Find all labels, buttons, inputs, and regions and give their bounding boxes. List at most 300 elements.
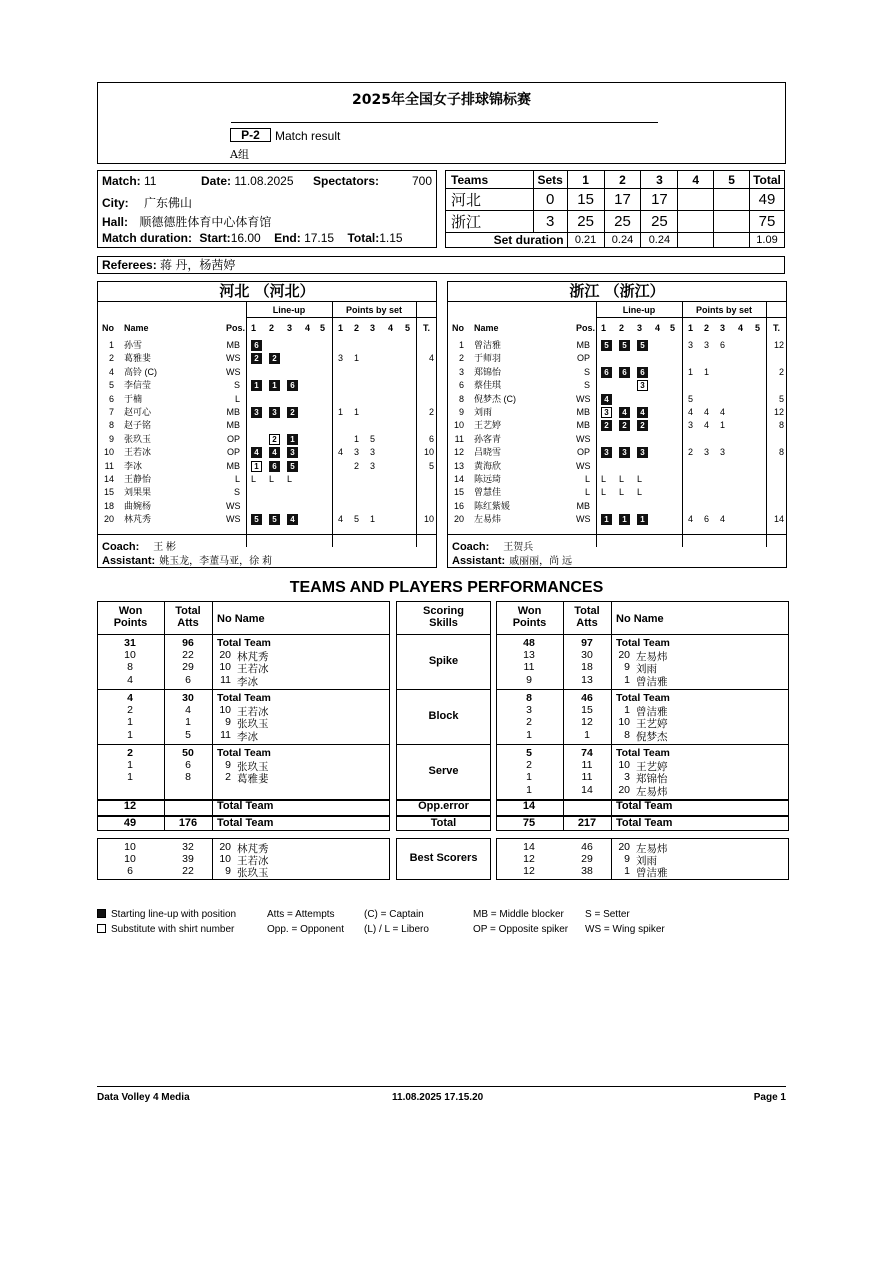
player-number: 20 [453,514,464,525]
player-row [448,393,786,406]
points-col-header: 5 [405,323,411,333]
set-points: 1 [704,366,710,377]
no-header: No [452,323,464,333]
city-value: 广东佛山 [144,196,193,210]
player-row [98,433,436,446]
lineup-cell: 5 [637,340,648,351]
team-a-lineup [97,281,437,568]
assistant-label: Assistant: [452,555,506,567]
player-total-points: 2 [428,407,434,417]
no-name-header: No Name [616,613,664,625]
player-number: 6 [458,380,464,391]
assistant [102,552,272,567]
hall-value: 顺德德胜体育中心体育馆 [139,215,272,229]
lineup-cell: 6 [269,461,280,472]
total-atts: 8 [185,771,191,784]
won-points: 9 [526,673,532,686]
total-atts: 1 [185,716,191,729]
player-row [98,379,436,392]
player-position: WS [576,393,591,404]
player-name: 李冰 [124,460,143,471]
player-name: 吕晓雪 [474,447,502,458]
player-position: WS [576,460,591,471]
player-name: 王静怡 [124,474,152,484]
player-number: 1 [108,340,114,350]
grid-line [611,601,612,799]
set2-duration: 0.24 [604,233,641,248]
lineup-col-header: 4 [305,323,311,333]
player-number: 20 [103,514,114,525]
player-position: MB [576,500,590,511]
player-total-points: 8 [778,420,784,431]
report-code: P-2 [230,128,271,142]
lineup-col-header: 1 [251,323,257,333]
assistant-names: 戚丽丽，尚 远 [509,556,572,567]
match-info [97,170,437,248]
won-points: 10 [124,853,136,866]
team-a-set2: 17 [604,189,641,211]
player-name: 左易炜 [636,651,668,664]
lineup-col-header: 2 [269,323,275,333]
lineup-col-header: 3 [637,323,643,333]
player-total-points: 6 [428,433,434,444]
total-atts: 39 [182,853,194,866]
player-number: 9 [458,407,464,417]
report-type: Match result [275,129,341,143]
scoring-skills-header: Scoring Skills [423,605,464,629]
set-points: 2 [688,447,694,458]
player-position: MB [226,460,240,471]
player-name: 倪梦杰 [636,730,668,743]
player-name: 刘雨 [636,663,657,676]
player-position: WS [226,500,241,511]
pos-header: Pos. [226,323,246,333]
grid-line [97,634,390,635]
footer-page: Page 1 [753,1092,786,1103]
hall-label: Hall: [102,215,129,229]
skill-name: Spike [428,654,459,667]
team-b-set4 [678,211,714,233]
player-position: MB [576,420,590,431]
player-name: 郑锦怡 [636,773,668,786]
lineup-cell: 2 [287,407,298,418]
player-name: 张玖玉 [124,433,152,444]
player-number: 9 [624,853,630,866]
player-name: 孙客青 [474,433,502,444]
set-points: 3 [704,447,710,458]
player-number: 10 [618,716,630,729]
player-row [98,473,436,486]
sets-table [445,170,785,248]
set-points: 1 [354,433,360,444]
team-total: Total Team [616,747,670,759]
lineup-cell: 5 [601,340,612,351]
match-label: Match: [102,174,141,188]
spectators-label: Spectators: [313,174,380,188]
team-total: Total Team [616,817,673,829]
grid-line [596,317,786,318]
set-points: 6 [704,514,710,525]
player-number: 6 [108,393,114,404]
player-position: L [584,487,590,498]
player-name: 曾洁雅 [474,340,502,350]
lineup-cell: 3 [269,407,280,418]
grid-line [97,744,390,745]
lineup-cell: 6 [287,380,298,391]
lineup-cell: 1 [601,514,612,525]
set-points: 3 [338,353,344,364]
referees-names: 蒋 丹，杨茜婷 [160,258,236,272]
player-name: 赵可心 [124,407,152,417]
grid-line [246,317,436,318]
player-name: 陈红紫媛 [474,500,511,511]
total-atts: 6 [185,673,191,686]
lineup-cell: 4 [637,407,648,418]
total-atts: 32 [182,841,194,853]
player-name: 王艺婷 [474,420,502,431]
player-position: WS [576,433,591,444]
lineup-cell: 3 [251,407,262,418]
total-label: Total [430,817,457,829]
assistant-names: 姚玉龙，李董马亚，徐 莉 [159,556,272,567]
player-number: 20 [618,841,630,853]
set1-duration: 0.21 [567,233,604,248]
player-row [448,486,786,499]
set-points: 1 [370,514,376,525]
total-atts-header: Total Atts [175,605,201,629]
points-col-header: 4 [738,323,744,333]
lineup-cell: 4 [269,447,280,458]
lineup-cell: 5 [287,461,298,472]
legend-starting [97,909,236,920]
player-position: MB [576,340,590,350]
lineup-cell: 5 [619,340,630,351]
won-points: 1 [127,728,133,741]
total-atts: 22 [182,649,194,662]
team-a-sets: 0 [533,189,567,211]
player-number: 11 [220,728,231,741]
team-total: Total Team [217,800,274,812]
team-total: Total Team [217,817,274,829]
total-atts: 1 [584,728,590,741]
referees [97,256,785,274]
player-number: 14 [453,474,464,484]
legend-opp: Opp. = Opponent [267,924,345,935]
player-name: 张玖玉 [237,867,269,880]
player-row [98,406,436,419]
player-number: 10 [219,661,231,674]
total-atts: 46 [581,841,593,853]
legend-libero: (L) / L = Libero [364,924,429,935]
grid-line [97,689,390,690]
skill-name: Block [428,709,459,722]
player-row [98,513,436,526]
total-atts: 38 [581,865,593,878]
player-number: 7 [108,407,114,417]
lineup-header: Line-up [272,305,306,315]
player-number: 10 [219,853,231,866]
total-atts: 50 [182,747,194,759]
lineup-col-header: 5 [670,323,676,333]
no-name-header: No Name [217,613,265,625]
won-points: 1 [127,759,133,772]
points-by-set-header: Points by set [695,305,752,315]
player-row [98,460,436,473]
grid-line [496,744,789,745]
lineup-col-header: 1 [601,323,607,333]
end-label: End: [274,231,301,245]
player-name: 倪梦杰 (C) [474,393,516,404]
player-position: S [233,380,240,391]
set4-duration [678,233,714,248]
total-atts: 14 [581,783,593,796]
set-points: 1 [720,420,726,431]
set-points: 3 [370,447,376,458]
lineup-cell: 2 [269,353,280,364]
set1-header: 1 [567,171,604,189]
won-points: 10 [124,841,136,853]
lineup-cell: 1 [287,434,298,445]
player-number: 14 [103,474,114,484]
set5-header: 5 [714,171,750,189]
player-name: 于楠 [124,393,143,404]
no-header: No [102,323,114,333]
lineup-cell: 1 [619,514,630,525]
player-row [98,419,436,432]
points-col-header: 5 [755,323,761,333]
won-points: 5 [526,747,532,759]
lineup-cell: 4 [619,407,630,418]
points-col-header: 3 [720,323,726,333]
lineup-cell: L [287,474,293,484]
player-number: 10 [219,704,231,717]
player-number: 2 [225,771,231,784]
player-name: 孙雪 [124,340,143,350]
total-atts: 30 [182,692,194,704]
won-points: 1 [526,783,532,796]
player-row [448,419,786,432]
set-points: 5 [688,393,694,404]
total-header: T. [773,323,781,333]
won-points: 3 [526,704,532,717]
total-set-duration: 1.09 [749,233,784,248]
player-name: 李信莹 [124,380,152,391]
set-points: 4 [338,447,344,458]
player-number: 9 [225,865,231,878]
player-position: WS [226,353,241,364]
player-number: 1 [624,704,630,717]
player-name: 林芃秀 [124,514,152,525]
player-row [98,446,436,459]
player-number: 1 [624,865,630,878]
team-a-set4 [678,189,714,211]
lineup-cell: 2 [251,353,262,364]
won-points: 2 [526,716,532,729]
player-total-points: 12 [773,340,784,350]
total-atts: 46 [581,692,593,704]
player-total-points: 10 [423,447,434,458]
won-points: 4 [127,692,133,704]
won-points: 8 [526,692,532,704]
player-number: 11 [454,433,464,444]
points-col-header: 2 [704,323,710,333]
player-row [448,433,786,446]
player-position: OP [226,447,240,458]
player-name: 张玖玉 [237,761,269,774]
set-points: 1 [354,407,360,417]
player-name: 葛雅婓 [237,773,269,786]
set-points: 5 [354,514,360,525]
points-col-header: 1 [688,323,694,333]
player-name: 蔡佳琪 [474,380,502,391]
team-total: Total Team [616,692,670,704]
player-name: 陈远琦 [474,474,502,484]
set-points: 4 [338,514,344,525]
won-points: 2 [127,704,133,717]
duration-label: Match duration: [102,231,192,245]
legend-captain: (C) = Captain [364,909,424,920]
player-number: 20 [219,649,231,662]
player-name: 刘雨 [636,855,657,868]
total-atts: 11 [581,759,593,772]
player-name: 左易炜 [636,785,668,798]
player-row [448,473,786,486]
player-name: 曲婉杨 [124,500,152,511]
teams-header: Teams [446,171,534,189]
won-points: 14 [523,841,535,853]
total-duration: 1.15 [379,231,403,245]
lineup-cell: 2 [269,434,280,445]
footer-divider [97,1086,786,1087]
sets-header: Sets [533,171,567,189]
total-atts: 6 [185,759,191,772]
performances-title: TEAMS AND PLAYERS PERFORMANCES [289,579,604,596]
player-position: OP [576,447,590,458]
player-name: 王若冰 [237,855,269,868]
total-points: 49 [123,817,137,829]
start-label: Start: [199,231,231,245]
total-header: Total [749,171,784,189]
total-atts-header: Total Atts [574,605,600,629]
team-a-total: 49 [749,189,784,211]
grid-line [396,744,491,745]
lineup-cell: 6 [601,367,612,378]
player-row [448,460,786,473]
lineup-cell: 1 [251,380,262,391]
substitute-square-icon [97,924,106,933]
lineup-cell: 3 [601,447,612,458]
lineup-cell: L [251,474,257,484]
won-points: 1 [127,771,133,784]
player-position: MB [576,407,590,417]
team-b-name: 浙江 [446,211,534,233]
won-points: 31 [124,637,136,649]
player-number: 20 [618,649,630,662]
total-atts: 74 [581,747,593,759]
player-total-points: 2 [778,366,784,377]
won-points: 4 [127,673,133,686]
player-name: 曾慧佳 [474,487,502,498]
lineup-cell: L [637,487,643,498]
player-position: MB [226,340,240,350]
opp-error-points: 14 [522,800,536,812]
total-header: T. [423,323,431,333]
won-points: 6 [127,865,133,878]
team-total: Total Team [217,692,271,704]
spectators-count: 700 [411,174,432,188]
won-points-header: Won Points [113,605,148,629]
player-number: 5 [108,380,114,391]
grid-line [98,534,436,535]
lineup-cell: 3 [637,380,648,391]
team-b-sets: 3 [533,211,567,233]
player-name: 王艺婷 [636,718,668,731]
player-position: MB [226,420,240,431]
grid-line [448,534,786,535]
player-total-points: 5 [428,460,434,471]
lineup-cell: 2 [637,420,648,431]
set-points: 4 [704,407,710,417]
player-number: 9 [624,661,630,674]
player-name: 曾洁雅 [636,675,668,688]
match-date: 11.08.2025 [234,174,294,188]
set-points: 3 [720,447,726,458]
coach-name: 王贺兵 [503,542,534,553]
player-number: 2 [458,353,464,364]
grid-line [396,689,491,690]
player-row [98,352,436,365]
legend-setter: S = Setter [585,909,630,920]
lineup-cell: L [637,474,643,484]
start-time: 16.00 [230,231,261,245]
team-b-title: 浙江 （浙江） [448,282,786,302]
competition-title: 2025年全国女子排球锦标赛 [352,92,531,108]
won-points: 1 [526,728,532,741]
set-points: 3 [370,460,376,471]
player-name: 林芃秀 [237,843,269,855]
player-position: WS [226,366,241,377]
player-name: 赵子铭 [124,420,152,431]
points-col-header: 3 [370,323,376,333]
player-row [448,446,786,459]
player-name: 王艺婷 [636,761,668,774]
total-atts: 12 [581,716,593,729]
player-position: S [583,380,590,391]
player-number: 8 [624,728,630,741]
group-label: A组 [230,148,249,161]
player-number: 1 [458,340,464,350]
lineup-cell: 4 [287,514,298,525]
player-row [448,513,786,526]
header-divider [231,122,658,123]
lineup-header: Line-up [622,305,656,315]
player-position: OP [576,353,590,364]
player-number: 20 [618,783,630,796]
report-header [97,82,786,164]
won-points: 13 [523,649,535,662]
won-points: 12 [523,853,535,866]
end-time: 17.15 [304,231,335,245]
set-points: 3 [688,420,694,431]
player-number: 2 [108,353,114,364]
total-atts: 13 [581,673,593,686]
lineup-col-header: 3 [287,323,293,333]
name-header: Name [474,323,499,333]
total-atts: 18 [581,661,593,674]
player-name: 李冰 [237,675,258,688]
coach-name: 王 彬 [153,542,177,553]
set-points: 1 [338,407,344,417]
